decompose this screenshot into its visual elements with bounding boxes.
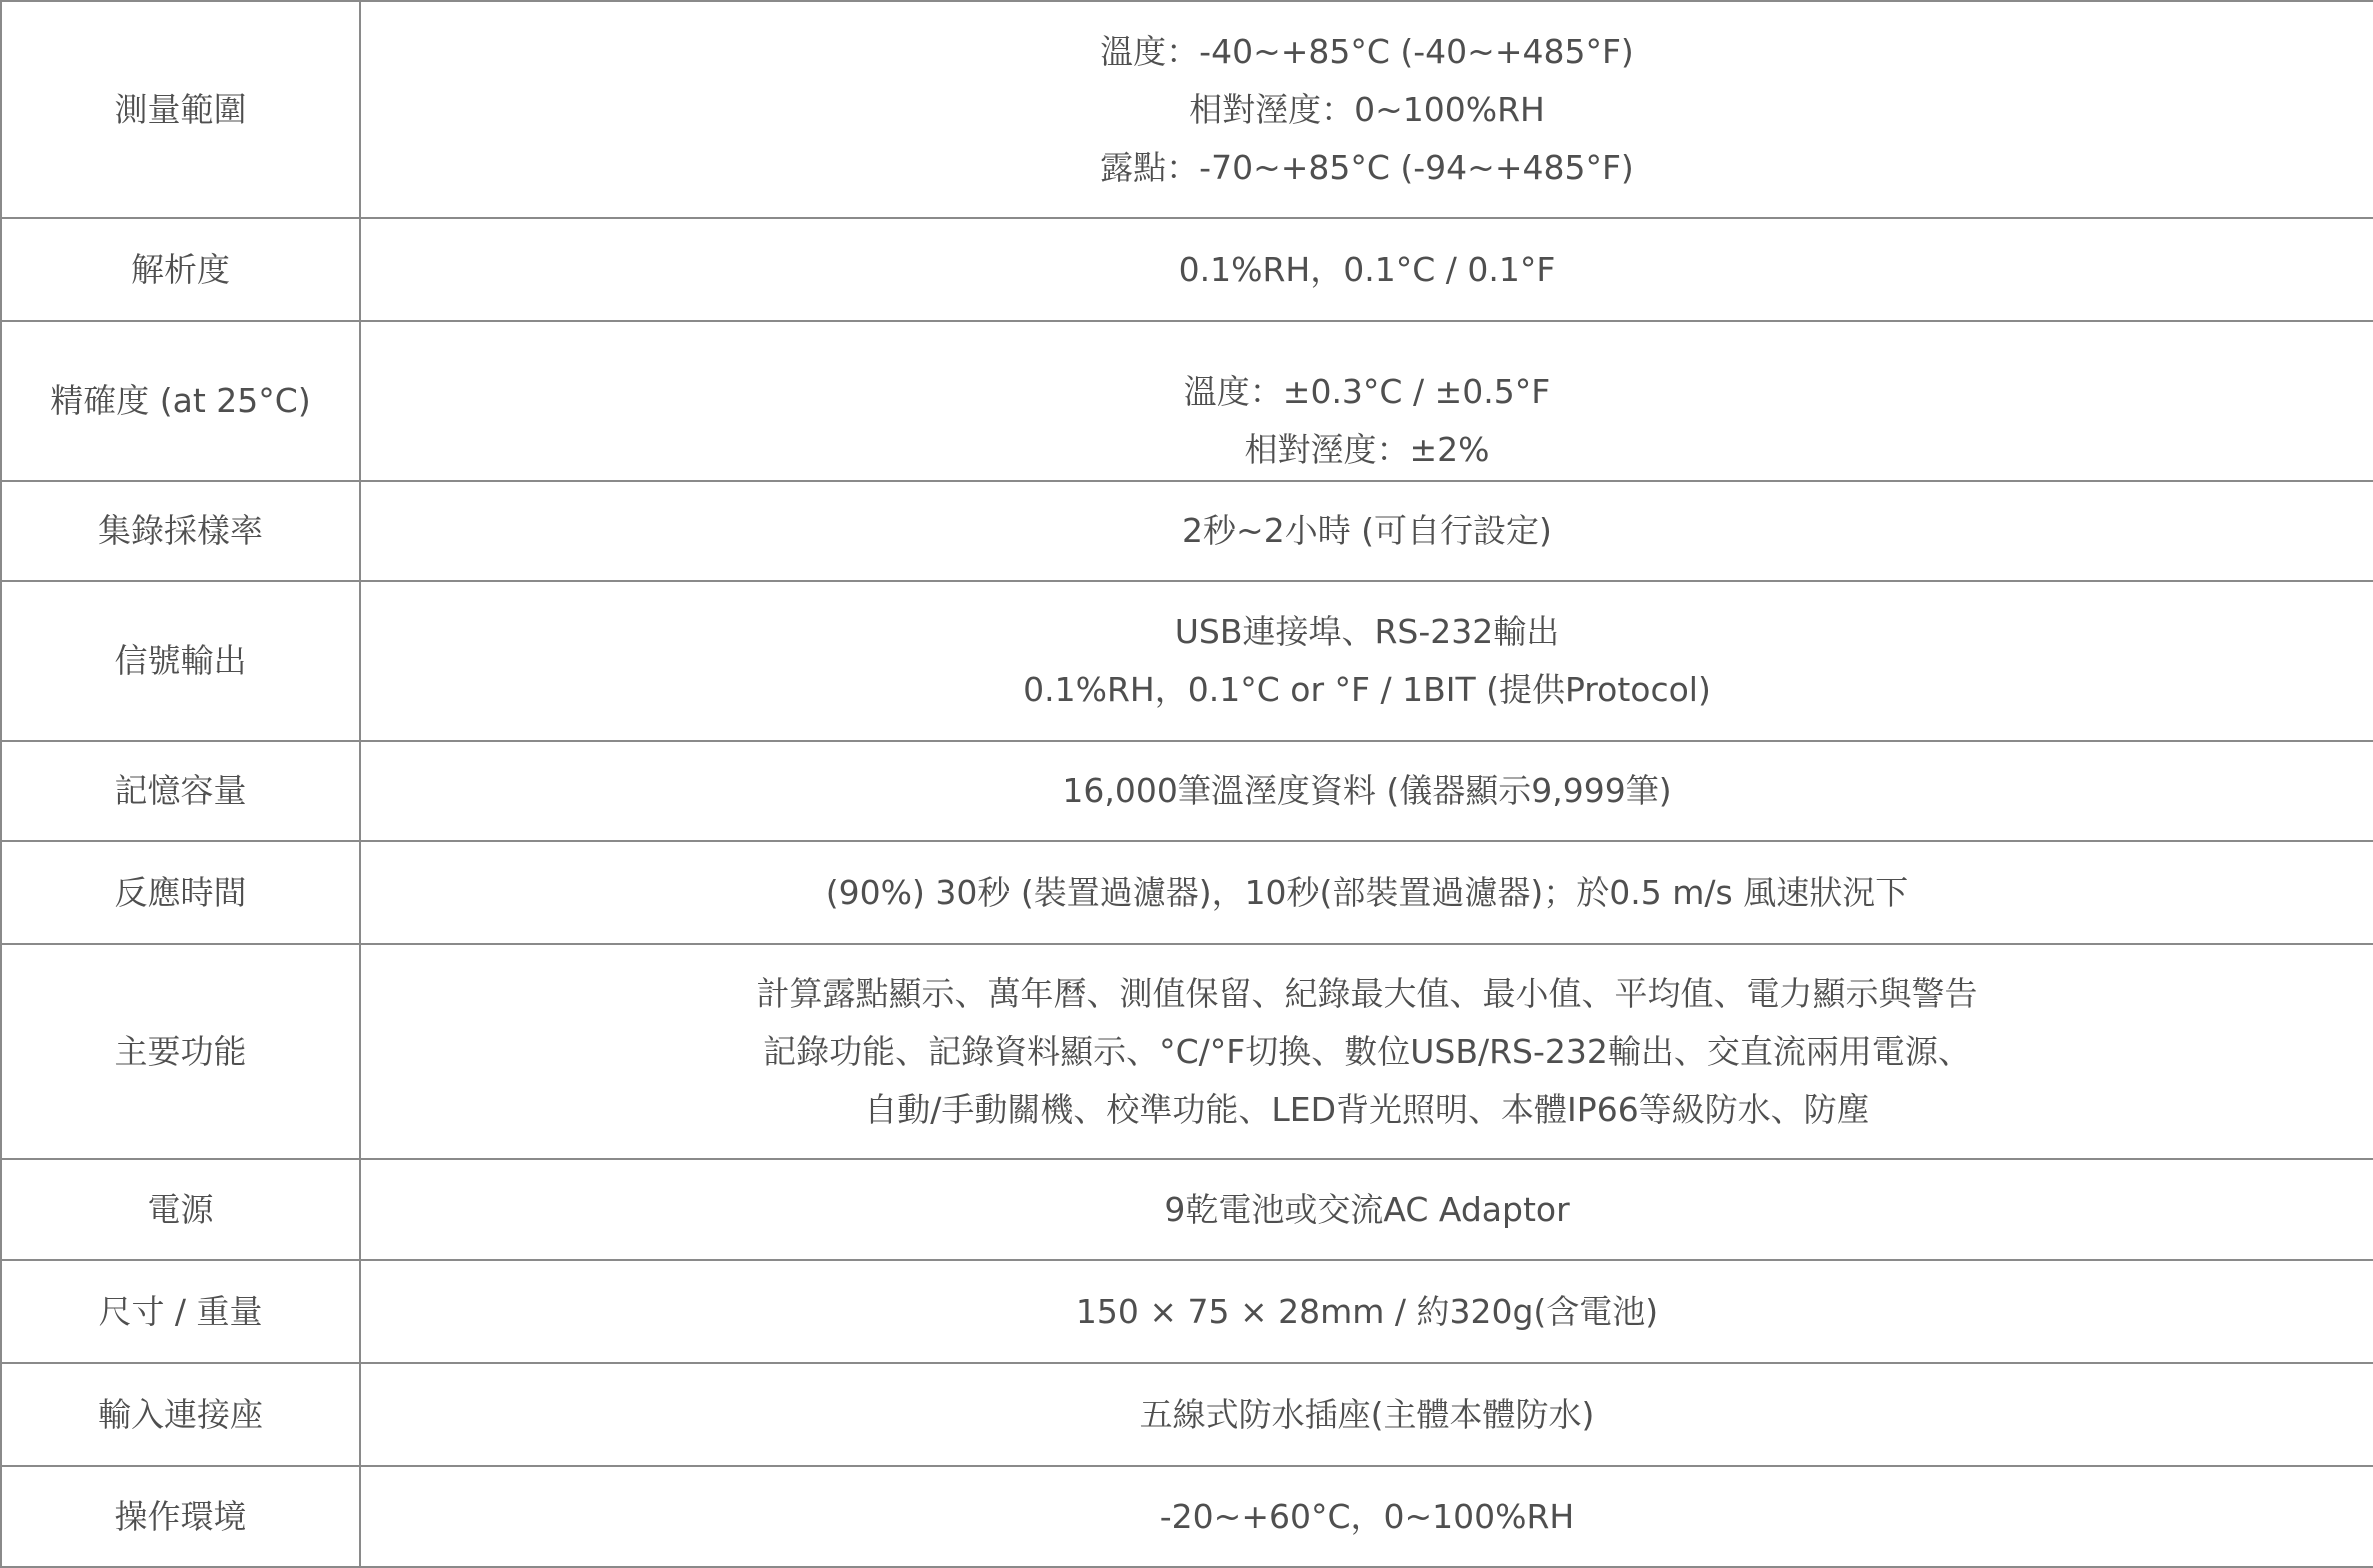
value-line: -20~+60°C，0~100%RH xyxy=(1159,1496,1575,1536)
value-line: 計算露點顯示、萬年曆、測值保留、紀錄最大值、最小值、平均值、電力顯示與警告 xyxy=(756,973,1978,1013)
value-line: 自動/手動關機、校準功能、LED背光照明、本體IP66等級防水、防塵 xyxy=(864,1089,1870,1129)
table-row xyxy=(1,1363,2373,1466)
value-line: 五線式防水插座(主體本體防水) xyxy=(1139,1394,1595,1434)
row-label-memory: 記憶容量 xyxy=(1,741,360,841)
table-row xyxy=(1,741,2373,841)
row-label-signal-output: 信號輸出 xyxy=(1,581,360,741)
value-line: USB連接埠、RS-232輸出 xyxy=(1174,612,1560,651)
row-label-sampling-rate: 集錄採樣率 xyxy=(1,481,360,581)
value-line: 記錄功能、記錄資料顯示、°C/°F切換、數位USB/RS-232輸出、交直流兩用電源、 xyxy=(763,1031,1971,1071)
table-row xyxy=(1,321,2373,481)
row-value-operating-env xyxy=(360,1466,2373,1567)
value-line: 150 × 75 × 28mm / 約320g(含電池) xyxy=(1075,1291,1659,1331)
row-value-input-connector xyxy=(360,1363,2373,1466)
table-row xyxy=(1,218,2373,321)
table-row xyxy=(1,1159,2373,1260)
row-value-main-features xyxy=(360,944,2373,1159)
row-value-signal-output xyxy=(360,581,2373,741)
row-value-measure-range xyxy=(360,1,2373,218)
row-label-size-weight: 尺寸 / 重量 xyxy=(1,1260,360,1363)
value-line: 溫度：-40~+85°C (-40~+485°F) xyxy=(1100,31,1634,71)
value-line: (90%) 30秒 (裝置過濾器)，10秒(部裝置過濾器)；於0.5 m/s 風速狀況下 xyxy=(825,872,1909,912)
table-row xyxy=(1,1260,2373,1363)
table-row xyxy=(1,841,2373,944)
value-line: 16,000筆溫溼度資料 (儀器顯示9,999筆) xyxy=(1062,771,1672,810)
value-line: 2秒~2小時 (可自行設定) xyxy=(1182,511,1552,550)
row-value-response-time xyxy=(360,841,2373,944)
table-row xyxy=(1,1,2373,218)
row-label-measure-range: 測量範圍 xyxy=(1,1,360,218)
value-line: 9乾電池或交流AC Adaptor xyxy=(1164,1189,1570,1229)
value-line: 相對溼度：0~100%RH xyxy=(1189,89,1545,129)
row-value-size-weight xyxy=(360,1260,2373,1363)
row-value-sampling-rate xyxy=(360,481,2373,581)
row-label-accuracy: 精確度 (at 25°C) xyxy=(1,321,360,481)
row-label-resolution: 解析度 xyxy=(1,218,360,321)
row-label-operating-env: 操作環境 xyxy=(1,1466,360,1567)
row-label-main-features: 主要功能 xyxy=(1,944,360,1159)
row-value-memory xyxy=(360,741,2373,841)
table-row xyxy=(1,944,2373,1159)
row-label-power: 電源 xyxy=(1,1159,360,1260)
table-row xyxy=(1,1466,2373,1567)
row-value-resolution xyxy=(360,218,2373,321)
value-line: 0.1%RH，0.1°C / 0.1°F xyxy=(1178,249,1556,289)
value-line: 露點：-70~+85°C (-94~+485°F) xyxy=(1100,147,1634,187)
value-line: 0.1%RH，0.1°C or °F / 1BIT (提供Protocol) xyxy=(1023,670,1711,709)
table-row xyxy=(1,581,2373,741)
row-value-accuracy xyxy=(360,321,2373,481)
row-value-power xyxy=(360,1159,2373,1260)
value-line: 相對溼度：±2% xyxy=(1244,430,1490,469)
table-row xyxy=(1,481,2373,581)
value-line: 溫度：±0.3°C / ±0.5°F xyxy=(1183,372,1551,411)
row-label-input-connector: 輸入連接座 xyxy=(1,1363,360,1466)
row-label-response-time: 反應時間 xyxy=(1,841,360,944)
